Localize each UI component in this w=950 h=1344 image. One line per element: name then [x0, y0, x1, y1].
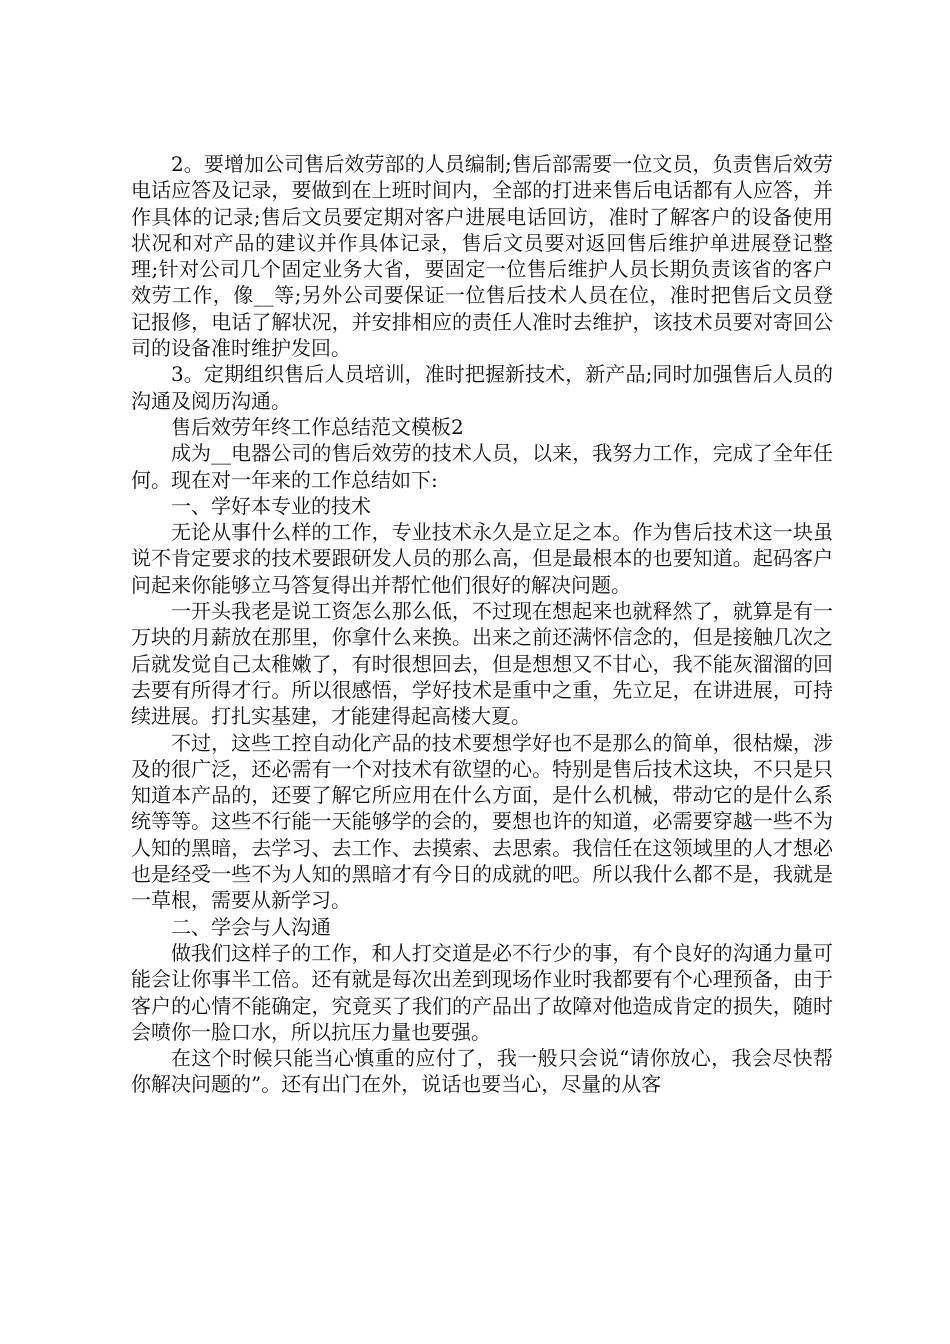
- paragraph-3: 成为__电器公司的售后效劳的技术人员，以来，我努力工作，完成了全年任何。现在对一年来的工作总结如下:: [131, 441, 833, 492]
- paragraph-5: 一开头我老是说工资怎么那么低，不过现在想起来也就释然了，就算是有一万块的月薪放在那里，你拿什么来换。出来之前还满怀信念的，但是接触几次之后就发觉自己太稚嫩了，有时很想回去，但是想想又不甘心，我不能灰溜溜的回去要有所得才行。所以很感悟，学好技术是重中之重，先立足，在讲进展，可持续进展。打扎实基建，才能建得起高楼大夏。: [131, 599, 833, 729]
- paragraph-4: 无论从事什么样的工作，专业技术永久是立足之本。作为售后技术这一块虽说不肯定要求的技术要跟研发人员的那么高，但是最根本的也要知道。起码客户问起来你能够立马答复得出并帮忙他们很好的解决问题。: [131, 520, 833, 597]
- paragraph-7: 做我们这样子的工作，和人打交道是必不行少的事，有个良好的沟通力量可能会让你事半工倍。还有就是每次出差到现场作业时我都要有个心理预备，由于客户的心情不能确定，究竟买了我们的产品出了故障对他造成肯定的损失，随时会喷你一脸口水，所以抗压力量也要强。: [131, 940, 833, 1044]
- paragraph-1: 2。要增加公司售后效劳部的人员编制;售后部需要一位文员，负责售后效劳电话应答及记录，要做到在上班时间内，全部的打进来售后电话都有人应答，并作具体的记录;售后文员要定期对客户进展电话回访，准时了解客户的设备使用状况和对产品的建议并作具体记录，售后文员要对返回售后维护单进展登记整理;针对公司几个固定业务大省，要固定一位售后维护人员长期负责该省的客户效劳工作，像__等;另外公司要保证一位售后技术人员在位，准时把售后文员登记报修，电话了解状况，并安排相应的责任人准时去维护，该技术员要对寄回公司的设备准时维护发回。: [131, 152, 833, 361]
- paragraph-2: 3。定期组织售后人员培训，准时把握新技术，新产品;同时加强售后人员的沟通及阅历沟通。: [131, 362, 833, 413]
- paragraph-6: 不过，这些工控自动化产品的技术要想学好也不是那么的简单，很枯燥，涉及的很广泛，还必需有一个对技术有欲望的心。特别是售后技术这块，不只是只知道本产品的，还要了解它所应用在什么方面，是什么机械，带动它的是什么系统等等。这些不行能一天能够学的会的，要想也许的知道，必需要穿越一些不为人知的黑暗，去学习、去工作、去摸索、去思索。我信任在这领域里的人才想必也是经受一些不为人知的黑暗才有今日的成就的吧。所以我什么都不是，我就是一草根，需要从新学习。: [131, 730, 833, 913]
- heading-2: 二、学会与人沟通: [171, 914, 331, 939]
- heading-1: 一、学好本专业的技术: [171, 493, 371, 518]
- paragraph-8: 在这个时候只能当心慎重的应付了，我一般只会说“请你放心，我会尽快帮你解决问题的”。还有出门在外，说话也要当心，尽量的从客: [131, 1046, 833, 1097]
- section-title: 售后效劳年终工作总结范文模板2: [171, 414, 464, 439]
- document-body: [131, 151, 833, 1098]
